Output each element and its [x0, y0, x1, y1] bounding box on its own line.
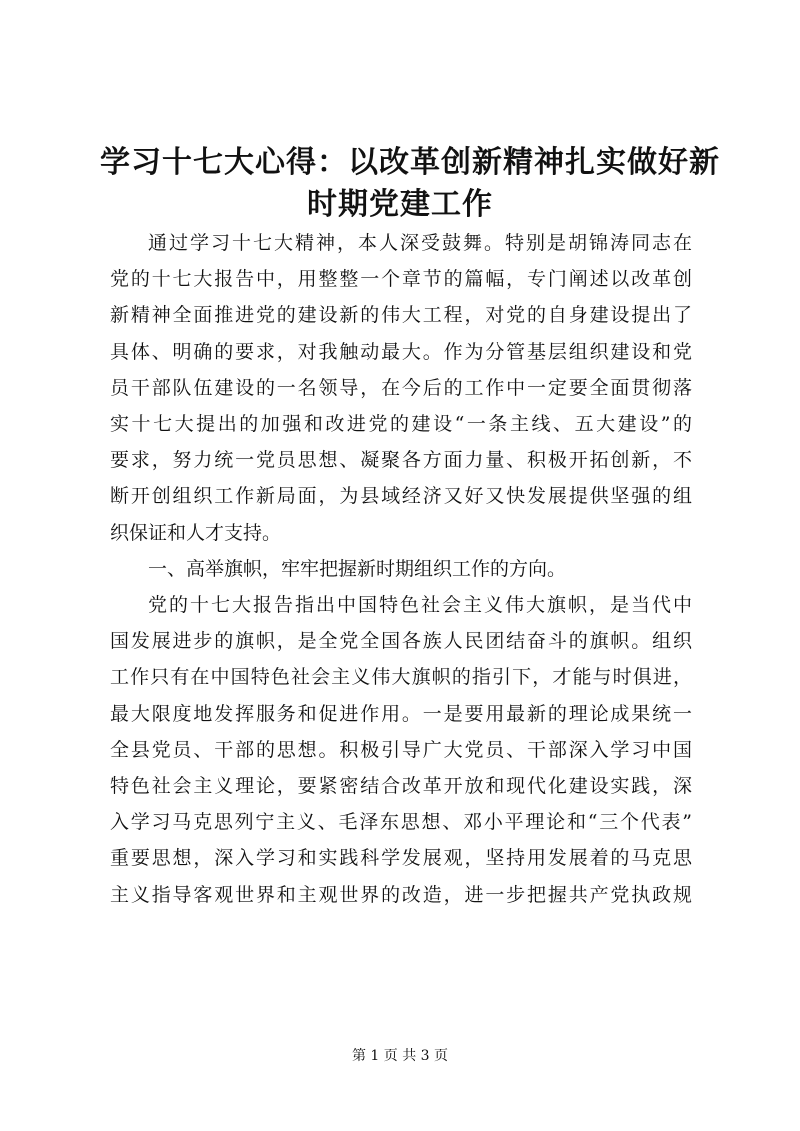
paragraph-intro: [110, 225, 692, 551]
text-line: 工作只有在中国特色社会主义伟大旗帜的指引下，才能与时俱进，: [110, 666, 692, 689]
title-line: 时期党建工作: [307, 187, 493, 222]
text-line: 实十七大提出的加强和改进党的建设“一条主线、五大建设”的: [110, 413, 692, 436]
paragraph-section-1: [110, 587, 692, 913]
text-line: 新精神全面推进党的建设新的伟大工程，对党的自身建设提出了: [110, 304, 692, 327]
text-line: 通过学习十七大精神，本人深受鼓舞。特别是胡锦涛同志在: [148, 232, 692, 254]
section-heading-1: [110, 551, 692, 587]
text-line: 断开创组织工作新局面，为县域经济又好又快发展提供坚强的组: [110, 485, 692, 508]
text-line: 党的十七大报告中，用整整一个章节的篇幅，专门阐述以改革创: [110, 268, 692, 291]
text-line: 织保证和人才支持。: [110, 521, 282, 544]
page-number-footer: 第 1 页 共 3 页: [351, 1048, 449, 1064]
text-line: 最大限度地发挥服务和促进作用。一是要用最新的理论成果统一: [110, 702, 692, 725]
text-line: 党的十七大报告指出中国特色社会主义伟大旗帜，是当代中: [148, 594, 692, 617]
document-body: [110, 225, 692, 913]
text-line: 具体、明确的要求，对我触动最大。作为分管基层组织建设和党: [110, 340, 692, 363]
text-line: 一、高举旗帜，牢牢把握新时期组织工作的方向。: [148, 557, 567, 580]
title-line: 学习十七大心得：以改革创新精神扎实做好新: [100, 145, 720, 180]
text-line: 入学习马克思列宁主义、毛泽东思想、邓小平理论和“三个代表”: [110, 811, 692, 834]
text-line: 全县党员、干部的思想。积极引导广大党员、干部深入学习中国: [110, 738, 692, 761]
text-line: 重要思想，深入学习和实践科学发展观，坚持用发展着的马克思: [110, 847, 692, 870]
text-line: 员干部队伍建设的一名领导，在今后的工作中一定要全面贯彻落: [110, 376, 692, 399]
text-line: 主义指导客观世界和主观世界的改造，进一步把握共产党执政规: [110, 883, 692, 906]
document-title: [100, 142, 720, 226]
text-line: 要求，努力统一党员思想、凝聚各方面力量、积极开拓创新，不: [110, 449, 692, 472]
text-line: 特色社会主义理论，要紧密结合改革开放和现代化建设实践，深: [110, 775, 692, 798]
text-line: 国发展进步的旗帜，是全党全国各族人民团结奋斗的旗帜。组织: [110, 630, 692, 653]
